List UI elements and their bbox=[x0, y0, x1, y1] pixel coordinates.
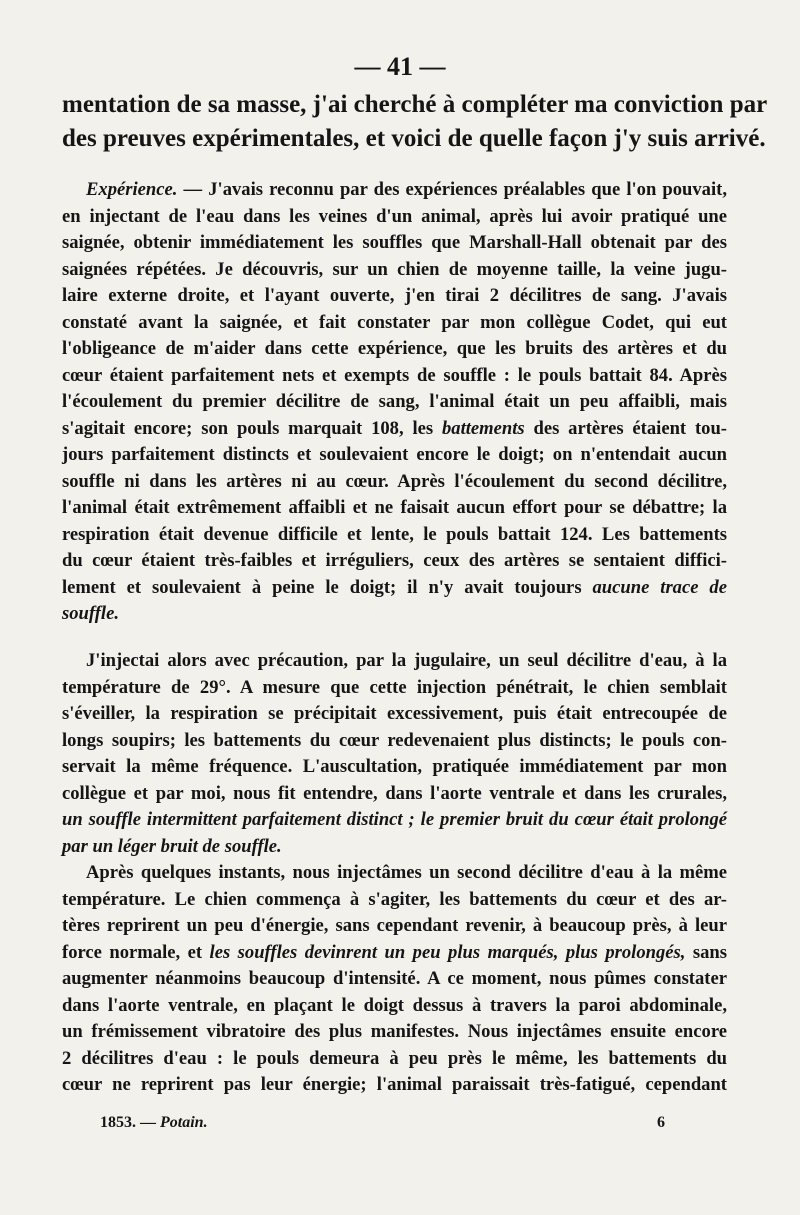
injection-paragraph bbox=[62, 648, 727, 860]
text-line: l'animal était extrêmement affaibli et ne faisait aucun effort pour se débattre; la bbox=[62, 497, 727, 518]
text-line: respiration était devenue difficile et lente, le pouls battait 124. Les battements bbox=[62, 523, 727, 545]
text-line: J'injectai alors avec précaution, par la jugulaire, un seul décilitre d'eau, à la bbox=[86, 650, 727, 671]
emphasis: battements bbox=[441, 417, 525, 439]
text-line bbox=[62, 416, 727, 443]
text-line bbox=[62, 807, 727, 834]
text-run: lement et soulevaient à peine le doigt; il n'y avait toujours bbox=[62, 576, 593, 598]
experience-paragraph bbox=[62, 177, 727, 628]
text-line: en injectant de l'eau dans les veines d'un animal, après lui avoir pratiqué une bbox=[62, 205, 727, 227]
emphasis: par un léger bruit de souffle. bbox=[62, 835, 282, 857]
text-line: l'écoulement du premier décilitre de sang, l'animal était un peu affaibli, mais bbox=[62, 391, 727, 412]
emphasis: un souffle intermittent parfaitement distinct ; le premier bruit du cœur était prolongé bbox=[62, 809, 727, 830]
text-line: saignée, obtenir immédiatement les souffles que Marshall-Hall obtenait par des bbox=[62, 232, 727, 253]
text-run: force normale, et bbox=[62, 941, 210, 963]
footer-signature bbox=[100, 1114, 208, 1132]
text-line: cœur étaient parfaitement nets et exempts de souffle : le pouls battait 84. Après bbox=[62, 364, 727, 386]
text-run: s'agitait encore; son pouls marquait 108, les bbox=[62, 417, 442, 439]
text-line: laire externe droite, et l'ayant ouverte, j'en tirai 2 décilitres de sang. J'avais bbox=[62, 285, 727, 306]
text-line: saignées répétées. Je découvris, sur un chien de moyenne taille, la veine jugu- bbox=[62, 258, 727, 280]
text-line: des preuves expérimentales, et voici de quelle façon j'y suis arrivé. bbox=[62, 125, 766, 152]
text-line bbox=[62, 940, 727, 967]
text-line: jours parfaitement distincts et soulevaient encore le doigt; on n'entendait aucun bbox=[62, 444, 727, 465]
text-line: constaté avant la saignée, et fait constater par mon collègue Codet, qui eut bbox=[62, 311, 727, 333]
text-run: des artères étaient tou- bbox=[524, 417, 727, 439]
text-run: — J'avais reconnu par des expériences préalables que l'on pouvait, bbox=[177, 179, 727, 200]
footer-year: 1853. — bbox=[100, 1114, 160, 1131]
emphasis: les souffles devinrent un peu plus marqués, plus prolongés, bbox=[209, 941, 686, 963]
experience-heading: Expérience. bbox=[86, 179, 178, 200]
page-number: — 41 — bbox=[354, 52, 446, 81]
text-line: du cœur étaient très-faibles et irréguliers, ceux des artères se sentaient diffici- bbox=[62, 550, 727, 571]
text-line: cœur ne reprirent pas leur énergie; l'animal paraissait très-fatigué, cependant bbox=[62, 1074, 727, 1095]
text-line: température de 29°. A mesure que cette injection pénétrait, le chien semblait bbox=[62, 676, 727, 698]
text-line: température. Le chien commença à s'agiter, les battements du cœur et des ar- bbox=[62, 888, 727, 910]
text-line: mentation de sa masse, j'ai cherché à compléter ma conviction par bbox=[62, 91, 768, 118]
text-line: augmenter néanmoins beaucoup d'intensité. A ce moment, nous pûmes constater bbox=[62, 968, 727, 989]
text-line: 2 décilitres d'eau : le pouls demeura à peu près le même, les battements du bbox=[62, 1047, 727, 1069]
text-line: s'éveiller, la respiration se précipitait excessivement, puis était entrecoupée de bbox=[62, 703, 727, 724]
signature-mark: 6 bbox=[657, 1114, 665, 1131]
text-line: servait la même fréquence. L'auscultation, pratiquée immédiatement par mon bbox=[62, 756, 727, 777]
emphasis: souffle. bbox=[62, 603, 119, 624]
text-line: longs soupirs; les battements du cœur redevenaient plus distincts; le pouls con- bbox=[62, 729, 727, 751]
emphasis: aucune trace de bbox=[592, 576, 727, 598]
text-line: Après quelques instants, nous injectâmes un second décilitre d'eau à la même bbox=[86, 862, 727, 883]
text-line: souffle ni dans les artères ni au cœur. Après l'écoulement du second décilitre, bbox=[62, 470, 727, 492]
footer-author: Potain. bbox=[160, 1114, 208, 1131]
text-line: tères reprirent un peu d'énergie, sans cependant revenir, à beaucoup près, à leur bbox=[62, 915, 727, 936]
text-line bbox=[62, 834, 727, 861]
text-line bbox=[62, 575, 727, 602]
second-injection-paragraph bbox=[62, 860, 727, 1099]
lead-paragraph bbox=[62, 88, 768, 156]
text-line bbox=[62, 601, 727, 628]
text-line: l'obligeance de m'aider dans cette expérience, que les bruits des artères et du bbox=[62, 338, 727, 359]
text-line bbox=[62, 177, 727, 204]
text-line: un frémissement vibratoire des plus manifestes. Nous injectâmes ensuite encore bbox=[62, 1021, 727, 1042]
text-run: sans bbox=[685, 941, 727, 963]
text-line: collègue et par moi, nous fit entendre, dans l'aorte ventrale et dans les crurales, bbox=[62, 782, 727, 804]
text-line: dans l'aorte ventrale, en plaçant le doigt dessus à travers la paroi abdominale, bbox=[62, 994, 727, 1016]
